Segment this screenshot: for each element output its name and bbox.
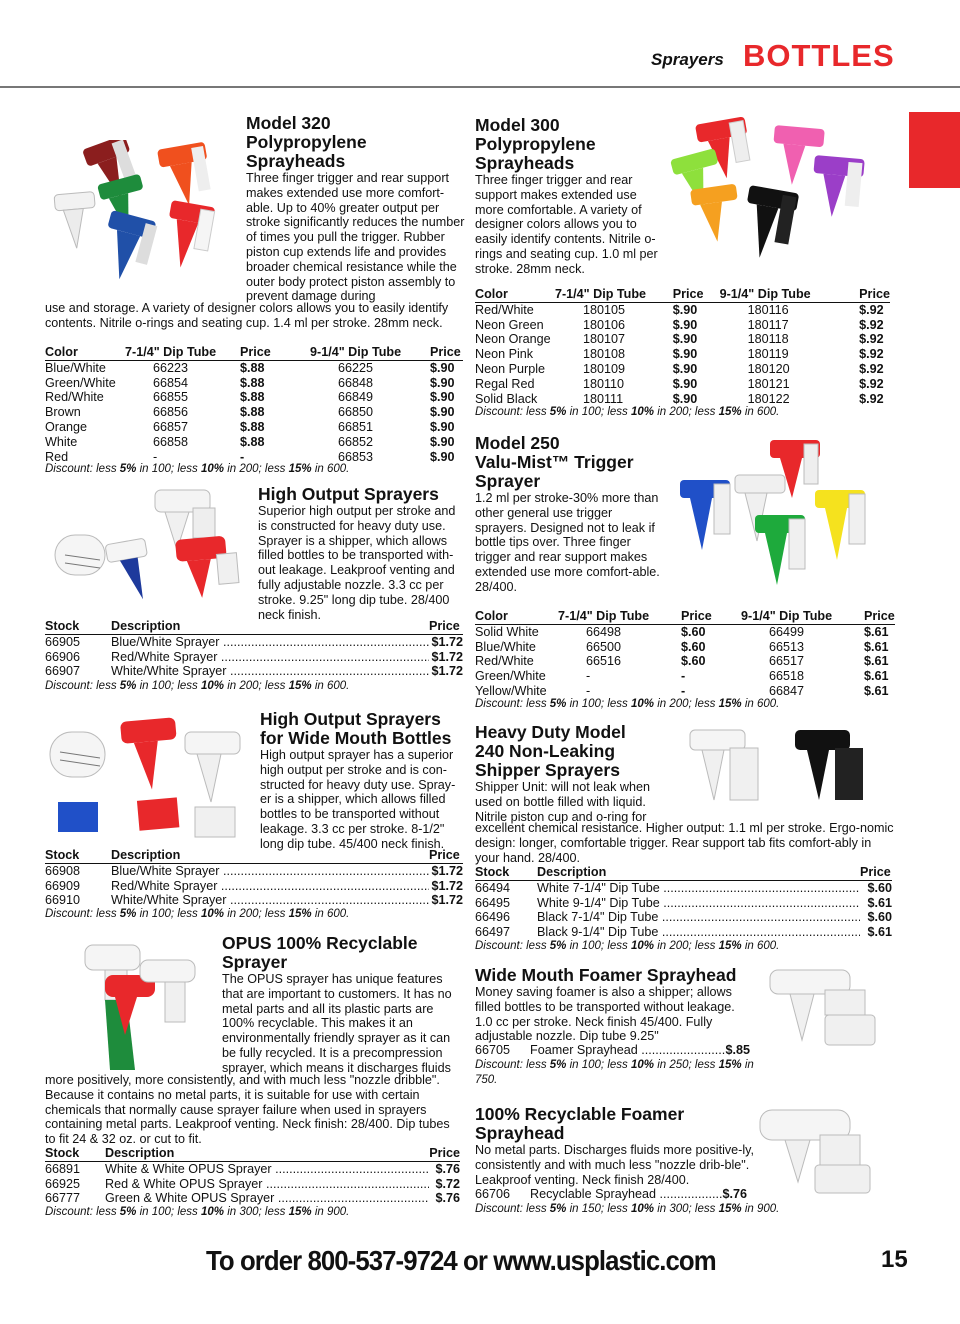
opus-table: Stock Description Price 66891 White & White OPUS Sprayer ..... $.76 66925 Red & White OPUS Sprayer ..... $.72 66777 Green & White OPUS Sprayer ..... $.76 [45, 1146, 460, 1206]
section-label: Sprayers [651, 50, 724, 69]
high-output-discount: Discount: less 5% in 100; less 10% in 200; less 15% in 600. [45, 680, 350, 692]
table-row: 66891 White & White OPUS Sprayer ..... $.76 [45, 1161, 460, 1176]
model-300-description: Three finger trigger and rear support makes extended use more comfortable. A variety of designer colors allows you to easily identify contents. Nitrile o-rings and seating cup. 1.0 ml per stroke. 28mm neck. [475, 173, 658, 276]
model-320-discount: Discount: less 5% in 100; less 10% in 200; less 15% in 600. [45, 463, 350, 475]
opus-description-cont: more positively, more consistently, and with much less "nozzle dribble". Because it contains no metal parts, it is suitable for use with certain chemicals that normally cause sprayer failure when used in sprayers containing metal parts. Leakproof venting. Neck finish: 28/400. Dip tubes to fit 24 & 32 oz. or cut to fit. [45, 1073, 450, 1147]
page-number: 15 [881, 1246, 908, 1273]
table-row: Yellow/White - - 66847 $.61 [475, 683, 889, 698]
recyclable-foamer-row: 66706 Recyclable Sprayhead ..... $.76 [475, 1187, 747, 1202]
table-row: Brown 66856 $.88 66850 $.90 [45, 405, 455, 420]
recyclable-foamer-title: 100% Recyclable Foamer Sprayhead [475, 1104, 685, 1143]
model-300-table: Color 7-1/4" Dip Tube Price 9-1/4" Dip Tube Price Red/White 180105 $.90 180116 $.92 Neon Green 180106 $.90 180117 $.92 Neon Orange 180107 $.90 180118 $.92 Neon Pink 180108 $.90 180119 $.92 Neon Purple 180109 $.90 180120 $.92 Regal Red 180110 $.90 180121 $.92 Solid Black 180111 $.90 180122 $.92 [475, 287, 890, 406]
table-row: Blue/White 66500 $.60 66513 $.61 [475, 639, 889, 654]
heavy-duty-240-title: Heavy Duty Model 240 Non-Leaking Shipper Sprayers [475, 722, 626, 780]
high-output-wide-title: High Output Sprayers for Wide Mouth Bottles [260, 709, 452, 748]
wide-mouth-foamer-row: 66705 Foamer Sprayhead ..... $.85 [475, 1043, 750, 1058]
heavy-duty-240-description: Shipper Unit: will not leak when used on bottle filled with liquid. Nitrile piston cup and o-ring for [475, 780, 651, 824]
model-250-sprayers-image [675, 435, 900, 605]
high-output-title: High Output Sprayers [258, 484, 439, 504]
table-row: Neon Pink 180108 $.90 180119 $.92 [475, 347, 884, 362]
opus-discount: Discount: less 5% in 100; less 10% in 300; less 15% in 900. [45, 1206, 350, 1218]
recyclable-foamer-description: No metal parts. Discharges fluids more positive-ly, consistently and with much less "nozzle drib-ble". Leakproof venting. Neck finish 28/400. [475, 1143, 755, 1187]
header-divider [0, 86, 960, 88]
table-row: Red/White 66855 $.88 66849 $.90 [45, 390, 455, 405]
table-row: 66908 Blue/White Sprayer ..... $1.72 [45, 863, 463, 878]
model-300-sprayheads-image [665, 115, 895, 285]
model-320-table: Color 7-1/4" Dip Tube Price 9-1/4" Dip Tube Price Blue/White 66223 $.88 66225 $.90 Green/White 66854 $.88 66848 $.90 Red/White 66855 $.88 66849 $.90 Brown 66856 $.88 66850 $.90 Orange 66857 $.88 66851 $.90 White 66858 $.88 66852 $.90 Red - - 66853 $.90 [45, 345, 463, 464]
model-320-description-cont: use and storage. A variety of designer colors allows you to easily identify contents. Nitrile o-rings and seating cup. 1.4 ml per stroke. 28mm neck. [45, 301, 449, 330]
heavy-duty-240-description-cont: excellent chemical resistance. Higher output: 1.1 ml per stroke. Ergo-nomic design: longer, comfortable trigger. Rear support tab fits comfort-ably in your hand. 28/400. [475, 821, 894, 865]
order-footer: To order 800-537-9724 or www.usplastic.com [206, 1245, 716, 1276]
model-300-discount: Discount: less 5% in 100; less 10% in 200; less 15% in 600. [475, 406, 780, 418]
wide-mouth-foamer-title: Wide Mouth Foamer Sprayhead [475, 965, 737, 985]
model-250-description: 1.2 ml per stroke-30% more than other general use trigger sprayers. Designed not to leak if bottle tips over. Three finger trigger and rear support makes extended use more comfort-able. 28/400. [475, 491, 660, 594]
table-row: 66910 White/White Sprayer ..... $1.72 [45, 893, 463, 908]
table-row: 66909 Red/White Sprayer ..... $1.72 [45, 879, 463, 894]
table-row: 66907 White/White Sprayer ..... $1.72 [45, 664, 463, 679]
model-300-title: Model 300 Polypropylene Sprayheads [475, 115, 596, 173]
heavy-duty-240-image [685, 725, 895, 820]
table-row: Regal Red 180110 $.90 180121 $.92 [475, 376, 884, 391]
model-250-table: Color 7-1/4" Dip Tube Price 9-1/4" Dip Tube Price Solid White 66498 $.60 66499 $.61 Blue/White 66500 $.60 66513 $.61 Red/White 66516 $.60 66517 $.61 Green/White - - 66518 $.61 Yellow/White - - 66847 $.61 [475, 609, 895, 698]
opus-sprayer-image [45, 935, 215, 1075]
high-output-wide-table: Stock Description Price 66908 Blue/White Sprayer ..... $1.72 66909 Red/White Sprayer ..... $1.72 66910 White/White Sprayer ..... $1.72 [45, 848, 463, 908]
wide-mouth-foamer-description: Money saving foamer is also a shipper; allows filled bottles to be transported without leakage. 1.0 cc per stroke. Neck finish 45/400. Fully adjustable nozzle. Dip tube 9.25" [475, 985, 735, 1044]
heavy-duty-240-table: Stock Description Price 66494 White 7-1/4" Dip Tube ..... $.60 66495 White 9-1/4" Dip Tube ..... $.61 66496 Black 7-1/4" Dip Tube ..... $.60 66497 Black 9-1/4" Dip Tube ..... $.61 [475, 865, 892, 940]
model-250-discount: Discount: less 5% in 100; less 10% in 200; less 15% in 600. [475, 698, 780, 710]
table-row: Red/White 180105 $.90 180116 $.92 [475, 302, 884, 317]
high-output-wide-mouth-image [45, 712, 260, 852]
table-row: 66496 Black 7-1/4" Dip Tube ..... $.60 [475, 910, 892, 925]
table-row: White 66858 $.88 66852 $.90 [45, 434, 455, 449]
model-320-description: Three finger trigger and rear support makes extended use more comfort-able. Up to 40% greater output per stroke significantly reduces the number of times you pull the trigger. Rubber piston cup extends life and provides broader chemical resistance while the outer body protect piston assembly to prevent damage during [246, 171, 465, 304]
high-output-description: Superior high output per stroke and is constructed for heavy duty use. Sprayer is a shipper, which allows filled bottles to be transported with-out leakage. Leakproof venting and fully adjustable nozzle. 3.3 cc per stroke. 9.25" long dip tube. 28/400 neck finish. [258, 504, 456, 622]
table-row: Neon Purple 180109 $.90 180120 $.92 [475, 361, 884, 376]
table-row: Solid Black 180111 $.90 180122 $.92 [475, 391, 884, 406]
table-row: Blue/White 66223 $.88 66225 $.90 [45, 360, 455, 375]
wide-mouth-foamer-discount: Discount: less 5% in 100; less 10% in 250; less 15% in 750. [475, 1059, 754, 1086]
table-row: 66905 Blue/White Sprayer ..... $1.72 [45, 634, 463, 649]
table-row: Neon Orange 180107 $.90 180118 $.92 [475, 332, 884, 347]
table-row: Green/White - - 66518 $.61 [475, 669, 889, 684]
table-row: 66777 Green & White OPUS Sprayer ..... $.76 [45, 1191, 460, 1206]
table-row: Orange 66857 $.88 66851 $.90 [45, 419, 455, 434]
recyclable-foamer-discount: Discount: less 5% in 150; less 10% in 300; less 15% in 900. [475, 1203, 780, 1215]
heavy-duty-240-discount: Discount: less 5% in 100; less 10% in 200; less 15% in 600. [475, 940, 780, 952]
wide-mouth-foamer-image [760, 965, 900, 1055]
model-320-sprayheads-image [42, 140, 242, 280]
high-output-wide-discount: Discount: less 5% in 100; less 10% in 200; less 15% in 600. [45, 908, 350, 920]
table-row: 66495 White 9-1/4" Dip Tube ..... $.61 [475, 896, 892, 911]
table-row: 66925 Red & White OPUS Sprayer ..... $.72 [45, 1177, 460, 1192]
model-250-title: Model 250 Valu-Mist™ Trigger Sprayer [475, 433, 634, 491]
opus-description: The OPUS sprayer has unique features that are important to customers. It has no metal parts and all its plastic parts are 100% recyclable. This makes it an environmentally friendly sprayer as it can be fully recycled. It is a precompression sprayer, which means it discharges fluids [222, 972, 452, 1075]
page-title: BOTTLES [743, 38, 895, 73]
table-row: Green/White 66854 $.88 66848 $.90 [45, 375, 455, 390]
section-tab [909, 112, 960, 188]
high-output-sprayers-image [45, 485, 255, 615]
table-row: Neon Green 180106 $.90 180117 $.92 [475, 317, 884, 332]
high-output-wide-description: High output sprayer has a superior high output per stroke and is con-structed for heavy duty use. Spray-er is a shipper, which allows filled bottles to be transported without leakage. 3.3 cc per stroke. 8-1/2" long dip tube. 45/400 neck finish. [260, 748, 456, 851]
opus-title: OPUS 100% Recyclable Sprayer [222, 933, 418, 972]
table-row: 66494 White 7-1/4" Dip Tube ..... $.60 [475, 880, 892, 895]
high-output-table: Stock Description Price 66905 Blue/White Sprayer ..... $1.72 66906 Red/White Sprayer ..... $1.72 66907 White/White Sprayer ..... $1.72 [45, 619, 463, 679]
recyclable-foamer-image [755, 1105, 895, 1195]
table-row: 66906 Red/White Sprayer ..... $1.72 [45, 650, 463, 665]
table-row: Red - - 66853 $.90 [45, 449, 455, 464]
model-320-title: Model 320 Polypropylene Sprayheads [246, 113, 367, 171]
table-row: Solid White 66498 $.60 66499 $.61 [475, 624, 889, 639]
table-row: 66497 Black 9-1/4" Dip Tube ..... $.61 [475, 925, 892, 940]
table-row: Red/White 66516 $.60 66517 $.61 [475, 654, 889, 669]
